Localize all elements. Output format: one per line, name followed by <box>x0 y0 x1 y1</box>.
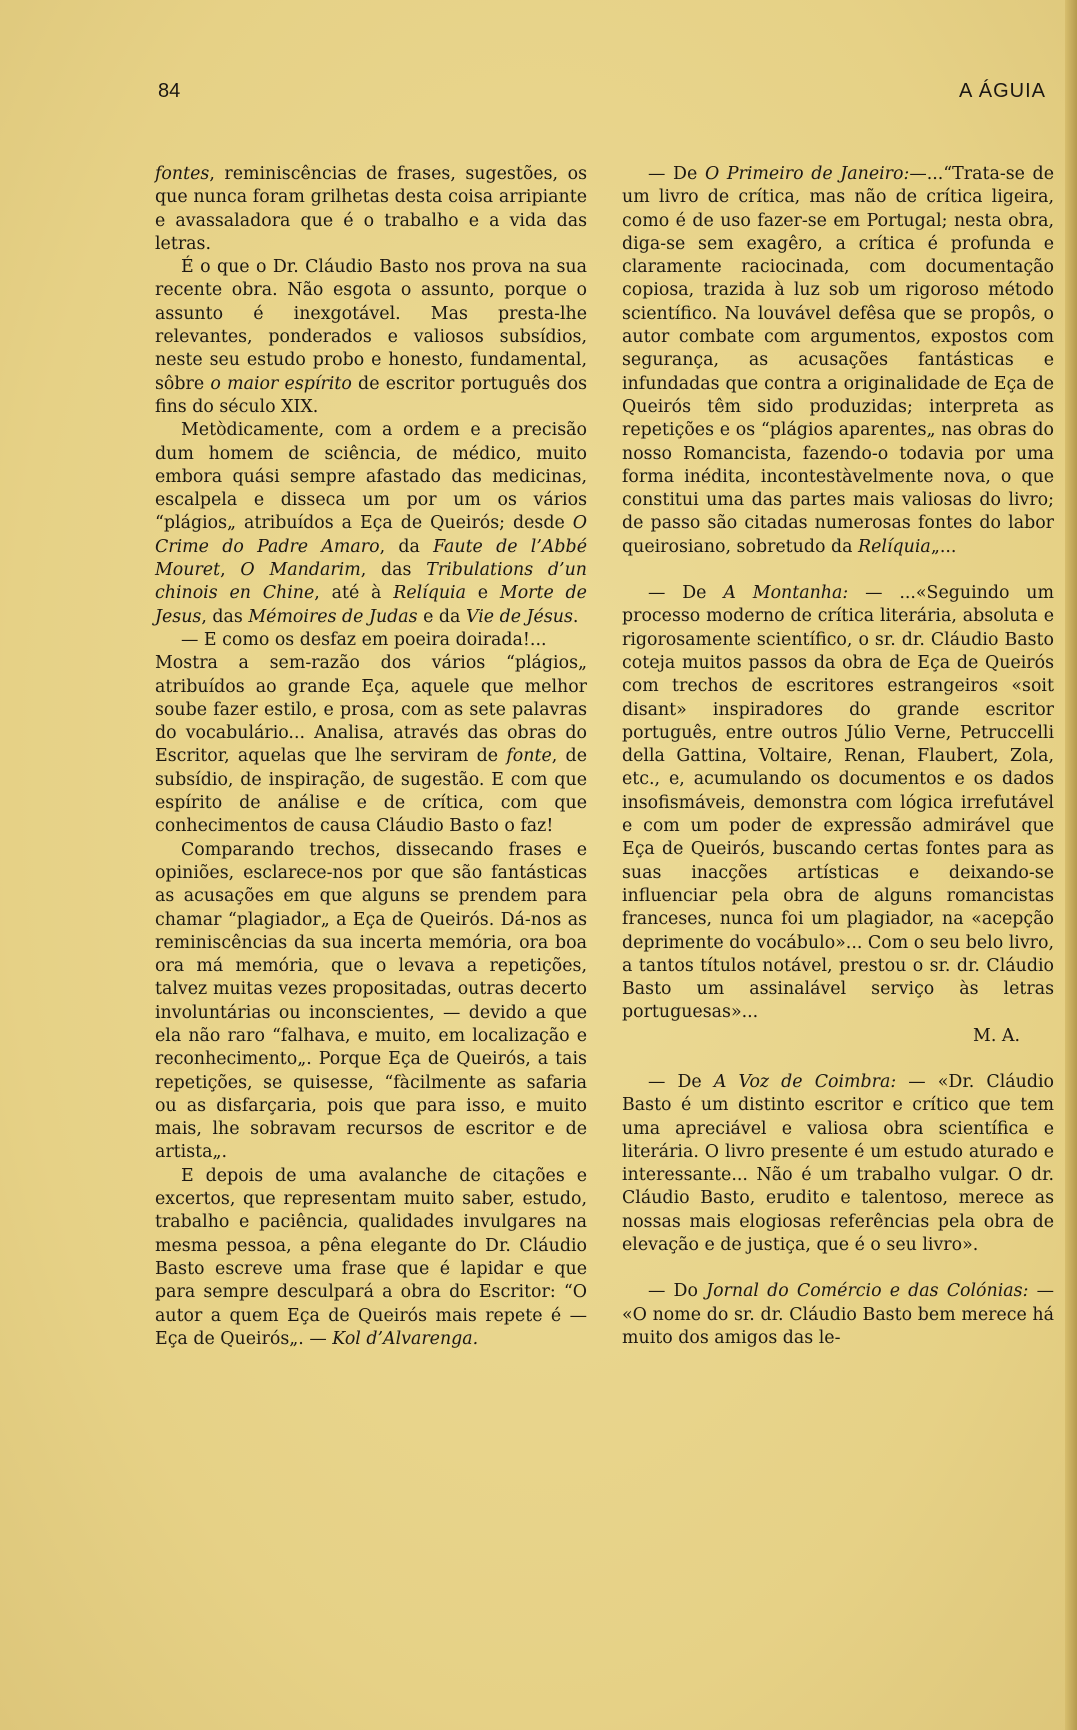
paragraph-text: , até à <box>314 583 394 604</box>
press-review <box>622 1071 1054 1257</box>
review-signature: M. A. <box>973 1025 1020 1046</box>
paragraph-text: —...“Trata-se de um livro de crítica, mas não de crítica ligeira, como é de uso fazer-se em Portugal; nesta obra, diga-se sem exagêro, a crítica é profunda e claramente raciocinada, com documentação copiosa, trazida à luz sob um rigoroso método scientífico. Na louvável defêsa que se propôs, o autor combate com argumentos, expostos com segurança, as acusações fantásticas e infundadas que contra a originalidade de Eça de Queirós têm sido produzidas; interpreta as repetições e os “plágios aparentes„ nas obras do nosso Romancista, fazendo-o todavia por uma forma inédita, incontestàvelmente nova, o que constitui uma das partes mais valiosas do livro; de passo são citadas numerosas fontes do labor queirosiano, sobretudo da <box>622 164 1054 557</box>
book-title: Relíquia <box>858 536 931 557</box>
paragraph-text: , de subsídio, de inspiração, de sugestão. E com que espírito de análise e de crítica, com que conhecimentos de causa Cláudio Basto o faz! <box>155 746 587 837</box>
paragraph <box>155 256 587 419</box>
book-title: Relíquia <box>393 583 466 604</box>
book-title: O Crime do Padre Amaro <box>155 513 587 557</box>
press-review <box>622 582 1054 1025</box>
paragraph-text: — De <box>648 1071 714 1092</box>
press-review <box>622 163 1054 559</box>
book-title: O Mandarim <box>240 560 361 581</box>
paragraph-text: — Do <box>648 1281 707 1302</box>
paragraph: — E como os desfaz em poeira doirada!... <box>181 629 547 650</box>
paragraph-text: — «O nome do sr. dr. Cláudio Basto bem merece há muito dos amigos das le- <box>622 1281 1054 1348</box>
running-header <box>158 80 1046 110</box>
book-title: Vie de Jésus <box>465 606 573 627</box>
paragraph <box>155 419 587 629</box>
newspaper-name: O Primeiro de Janeiro: <box>704 164 910 184</box>
journal-title: A ÁGUIA <box>958 80 1046 102</box>
paragraph-text: e <box>466 583 500 604</box>
paragraph <box>155 1165 587 1351</box>
paragraph-text: — De <box>648 164 705 184</box>
paragraph-text: , das <box>201 606 249 627</box>
press-review <box>622 1280 1054 1350</box>
paragraph-text: Mostra a sem-razão dos vários “plágios„ atribuídos ao grande Eça, aquele que melhor soube fazer estilo, e prosa, com as sete palavras do vocabulário... Analisa, através das obras do Escritor, aquelas que lhe serviram de <box>155 653 587 767</box>
paragraph-text: , <box>220 560 241 581</box>
paragraph-text: , das <box>360 560 427 581</box>
page-number: 84 <box>158 80 181 102</box>
book-title: Tribulations d’un chinois en Chine <box>155 560 587 604</box>
paragraph-text: „... <box>930 536 957 557</box>
right-column <box>622 163 1054 1350</box>
paragraph-text: de escritor português dos fins do século XIX. <box>155 373 587 417</box>
italic-text: fonte <box>506 746 552 767</box>
paragraph-text: , reminiscências de frases, sugestões, os que nunca foram grilhetas desta coisa arripiante e avassaladora que é o trabalho e a vida das letras. <box>155 164 587 254</box>
paragraph-text: . <box>572 606 579 627</box>
paragraph-text: É o que o Dr. Cláudio Basto nos prova na sua recente obra. Não esgota o assunto, porque o assunto é inexgotável. Mas presta-lhe relevantes, ponderados e valiosos subsídios, neste seu estudo probo e honesto, fundamental, sôbre <box>155 257 587 394</box>
left-column <box>155 163 587 1351</box>
newspaper-name: A Montanha: <box>723 583 849 604</box>
page-edge <box>1065 0 1077 1730</box>
newspaper-name: A Voz de Coimbra: <box>713 1071 897 1092</box>
author-signature: Kol d’Alvarenga. <box>332 1328 479 1349</box>
paragraph-text: e da <box>417 606 466 627</box>
italic-text: o maior espírito <box>210 373 352 394</box>
paragraph-text: Metòdicamente, com a ordem e a precisão dum homem de sciência, de médico, muito embora quási sempre afastado das medicinas, escalpela e disseca um por um os vários “plágios„ atribuídos a Eça de Queirós; desde <box>155 420 587 534</box>
paragraph <box>155 163 587 256</box>
paragraph-text: E depois de uma avalanche de citações e excertos, que representam muito saber, estudo, trabalho e paciência, qualidades invulgares na mesma pessoa, a pêna elegante do Dr. Cláudio Basto escreve uma frase que é lapidar e que para sempre desculpará a obra do Escritor: “O autor a quem Eça de Queirós mais repete é — Eça de Queirós„. — <box>155 1165 587 1349</box>
paragraph-text: , da <box>379 536 434 557</box>
paragraph-text: — ...«Seguindo um processo moderno de crítica literária, absoluta e rigorosamente scientífico, o sr. dr. Cláudio Basto coteja muitos passos da obra de Eça de Queirós com trechos de escritores estrangeiros «soit disant» inspiradores do grande escritor português, entre outros Júlio Verne, Petruccelli della Gattina, Voltaire, Renan, Flaubert, Zola, etc., e, acumulando os documentos e os dados insofismáveis, demonstra com lógica irrefutável e com um poder de expressão admirável que Eça de Queirós, buscando certas fontes para as suas inacções artísticas e deixando-se influenciar pela obra de alguns romancistas franceses, nunca foi um plagiador, na «acepção deprimente do vocábulo»... Com o seu belo livro, a tantos títulos notável, prestou o sr. dr. Cláudio Basto um assinalável serviço às letras portuguesas»... <box>622 583 1054 1023</box>
italic-text: fontes <box>155 164 210 184</box>
paragraph-text: — «Dr. Cláudio Basto é um distinto escritor e crítico que tem uma apreciável e valiosa obra scientífica e literária. O livro presente é um estudo aturado e interessante... Não é um trabalho vulgar. O dr. Cláudio Basto, erudito e talentoso, merece as nossas mais elogiosas referências pela obra de elevação e de justiça, que é o seu livro». <box>622 1071 1054 1256</box>
book-title: Faute de l’Abbé Mouret <box>155 536 587 581</box>
book-title: Mémoires de Judas <box>248 606 418 627</box>
paragraph: Comparando trechos, dissecando frases e opiniões, esclarece-nos por que são fantásticas as acusações em que alguns se prendem para chamar “plagiador„ a Eça de Queirós. Dá-nos as reminiscências da sua incerta memória, ora boa ora má memória, que o levava a repetições, talvez muitas vezes propositadas, outras decerto involuntárias ou inconscientes, — devido a que ela não raro “falhava, e muito, em localização e reconhecimento„. Porque Eça de Queirós, a tais repetições, se quisesse, “fàcilmente as safaria ou as disfarçaria, pois que para isso, e muito mais, lhe sobravam recursos de escritor e de artista„. <box>155 839 587 1163</box>
newspaper-name: Jornal do Comércio e das Colónias: <box>706 1281 1029 1302</box>
book-title: Morte de Jesus <box>155 583 587 627</box>
paragraph <box>155 652 587 838</box>
paragraph-text: — De <box>648 583 724 604</box>
